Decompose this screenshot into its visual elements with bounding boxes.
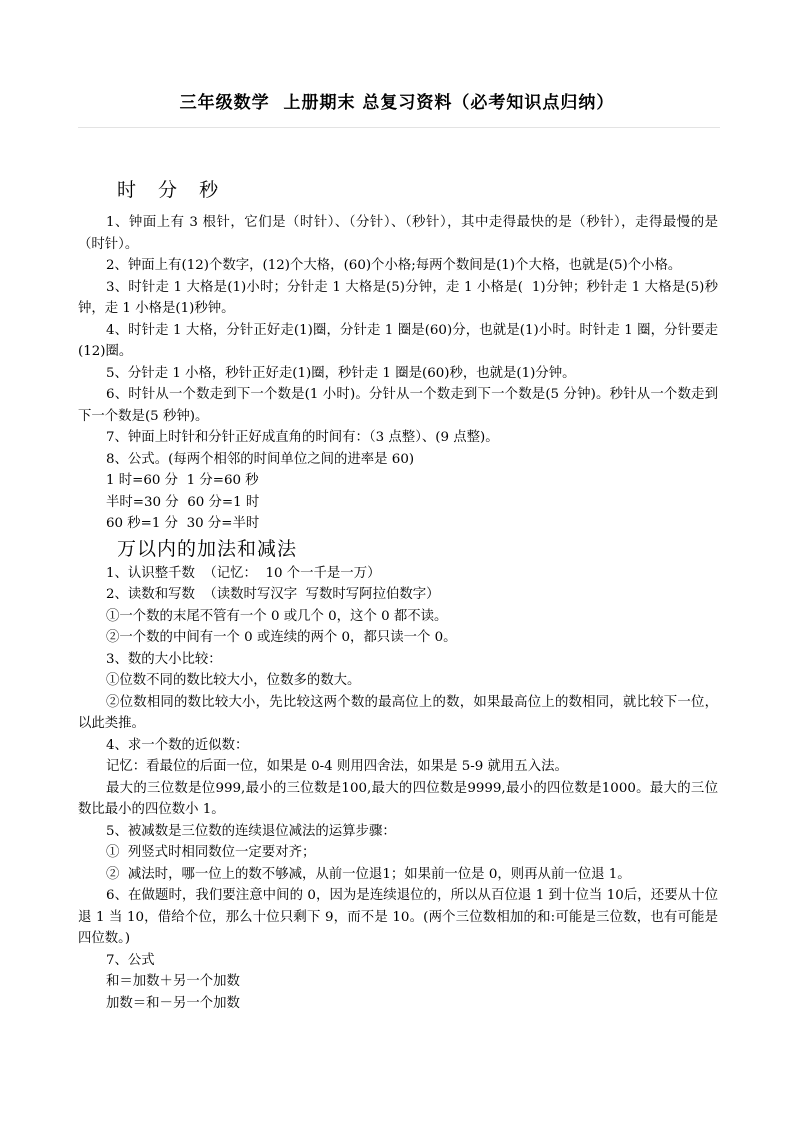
- paragraph: 8、公式。(每两个相邻的时间单位之间的进率是 60): [106, 451, 415, 467]
- paragraph: 6、时针从一个数走到下一个数是(1 小时)。分针从一个数走到下一个数是(5 分钟)。秒针从一个数走到下一个数是(5 秒钟)。: [78, 387, 718, 424]
- document-title: 三年级数学 上册期末 总复习资料（必考知识点归纳）: [179, 93, 615, 113]
- paragraph: 5、分针走 1 小格，秒针正好走(1)圈，秒针走 1 圈是(60)秒，也就是(1)分钟。: [106, 365, 576, 381]
- paragraph: ①一个数的末尾不管有一个 0 或几个 0，这个 0 都不读。: [106, 608, 448, 624]
- section-time: [78, 176, 718, 535]
- paragraph: 7、公式: [106, 952, 155, 968]
- paragraph: ① 列竖式时相同数位一定要对齐；: [106, 845, 316, 860]
- section-addition-subtraction: [78, 535, 718, 1015]
- paragraph: 2、读数和写数 （读数时写汉字 写数时写阿拉伯数字）: [106, 587, 440, 602]
- paragraph: 5、被减数是三位数的连续退位减法的运算步骤：: [106, 823, 396, 839]
- paragraph: 3、数的大小比较：: [106, 651, 222, 667]
- paragraph: ①位数不同的数比较大小，位数多的数大。: [106, 673, 361, 688]
- paragraph: 4、求一个数的近似数：: [106, 737, 249, 753]
- paragraph: 1、钟面上有 3 根针，它们是（时针）、（分针）、（秒针），其中走得最快的是（秒针），走得最慢的是（时针）。: [78, 215, 718, 252]
- paragraph: 记忆：看最位的后面一位，如果是 0-4 则用四舍法，如果是 5-9 就用五入法。: [106, 759, 568, 774]
- paragraph: ②一个数的中间有一个 0 或连续的两个 0，都只读一个 0。: [106, 630, 457, 645]
- document-body: [78, 176, 718, 1014]
- paragraph: 6、在做题时，我们要注意中间的 0，因为是连续退位的，所以从百位退 1 到十位当 10后，还要从十位退 1 当 10，借给个位，那么十位只剩下 9，而不是 10。(两个三位数相加的和:可能是三位数，也有可能是四位数。): [78, 888, 718, 946]
- title-divider: [78, 127, 720, 128]
- paragraph: 1、认识整千数 （记忆： 10 个一千是一万）: [106, 565, 381, 581]
- formula-line: 1 时=60 分 1 分=60 秒: [106, 473, 259, 488]
- formula-line: 加数＝和－另一个加数: [106, 995, 240, 1011]
- section-heading: 时 分 秒: [117, 179, 227, 201]
- paragraph: 7、钟面上时针和分针正好成直角的时间有：（3 点整）、(9 点整)。: [106, 430, 499, 445]
- formula-line: 和＝加数＋另一个加数: [106, 974, 240, 989]
- paragraph: ② 减法时，哪一位上的数不够减，从前一位退1；如果前一位是 0，则再从前一位退 1。: [106, 866, 631, 882]
- paragraph: 4、时针走 1 大格，分针正好走(1)圈，分针走 1 圈是(60)分，也就是(1)小时。时针走 1 圈，分针要走(12)圈。: [78, 322, 718, 359]
- formula-line: 半时=30 分 60 分=1 时: [106, 494, 260, 510]
- paragraph: 2、钟面上有(12)个数字，(12)个大格，(60)个小格;每两个数间是(1)个大格，也就是(5)个小格。: [106, 258, 682, 273]
- paragraph: 3、时针走 1 大格是(1)小时；分针走 1 大格是(5)分钟，走 1 小格是( 1)分钟；秒针走 1 大格是(5)秒钟，走 1 小格是(1)秒钟。: [78, 279, 718, 316]
- paragraph: ②位数相同的数比较大小，先比较这两个数的最高位上的数，如果最高位上的数相同，就比较下一位，以此类推。: [78, 694, 718, 731]
- formula-line: 60 秒=1 分 30 分=半时: [106, 516, 260, 531]
- section-heading: 万以内的加法和减法: [117, 537, 298, 560]
- paragraph: 最大的三位数是位999,最小的三位数是100,最大的四位数是9999,最小的四位数是1000。最大的三位数比最小的四位数小 1。: [78, 780, 718, 817]
